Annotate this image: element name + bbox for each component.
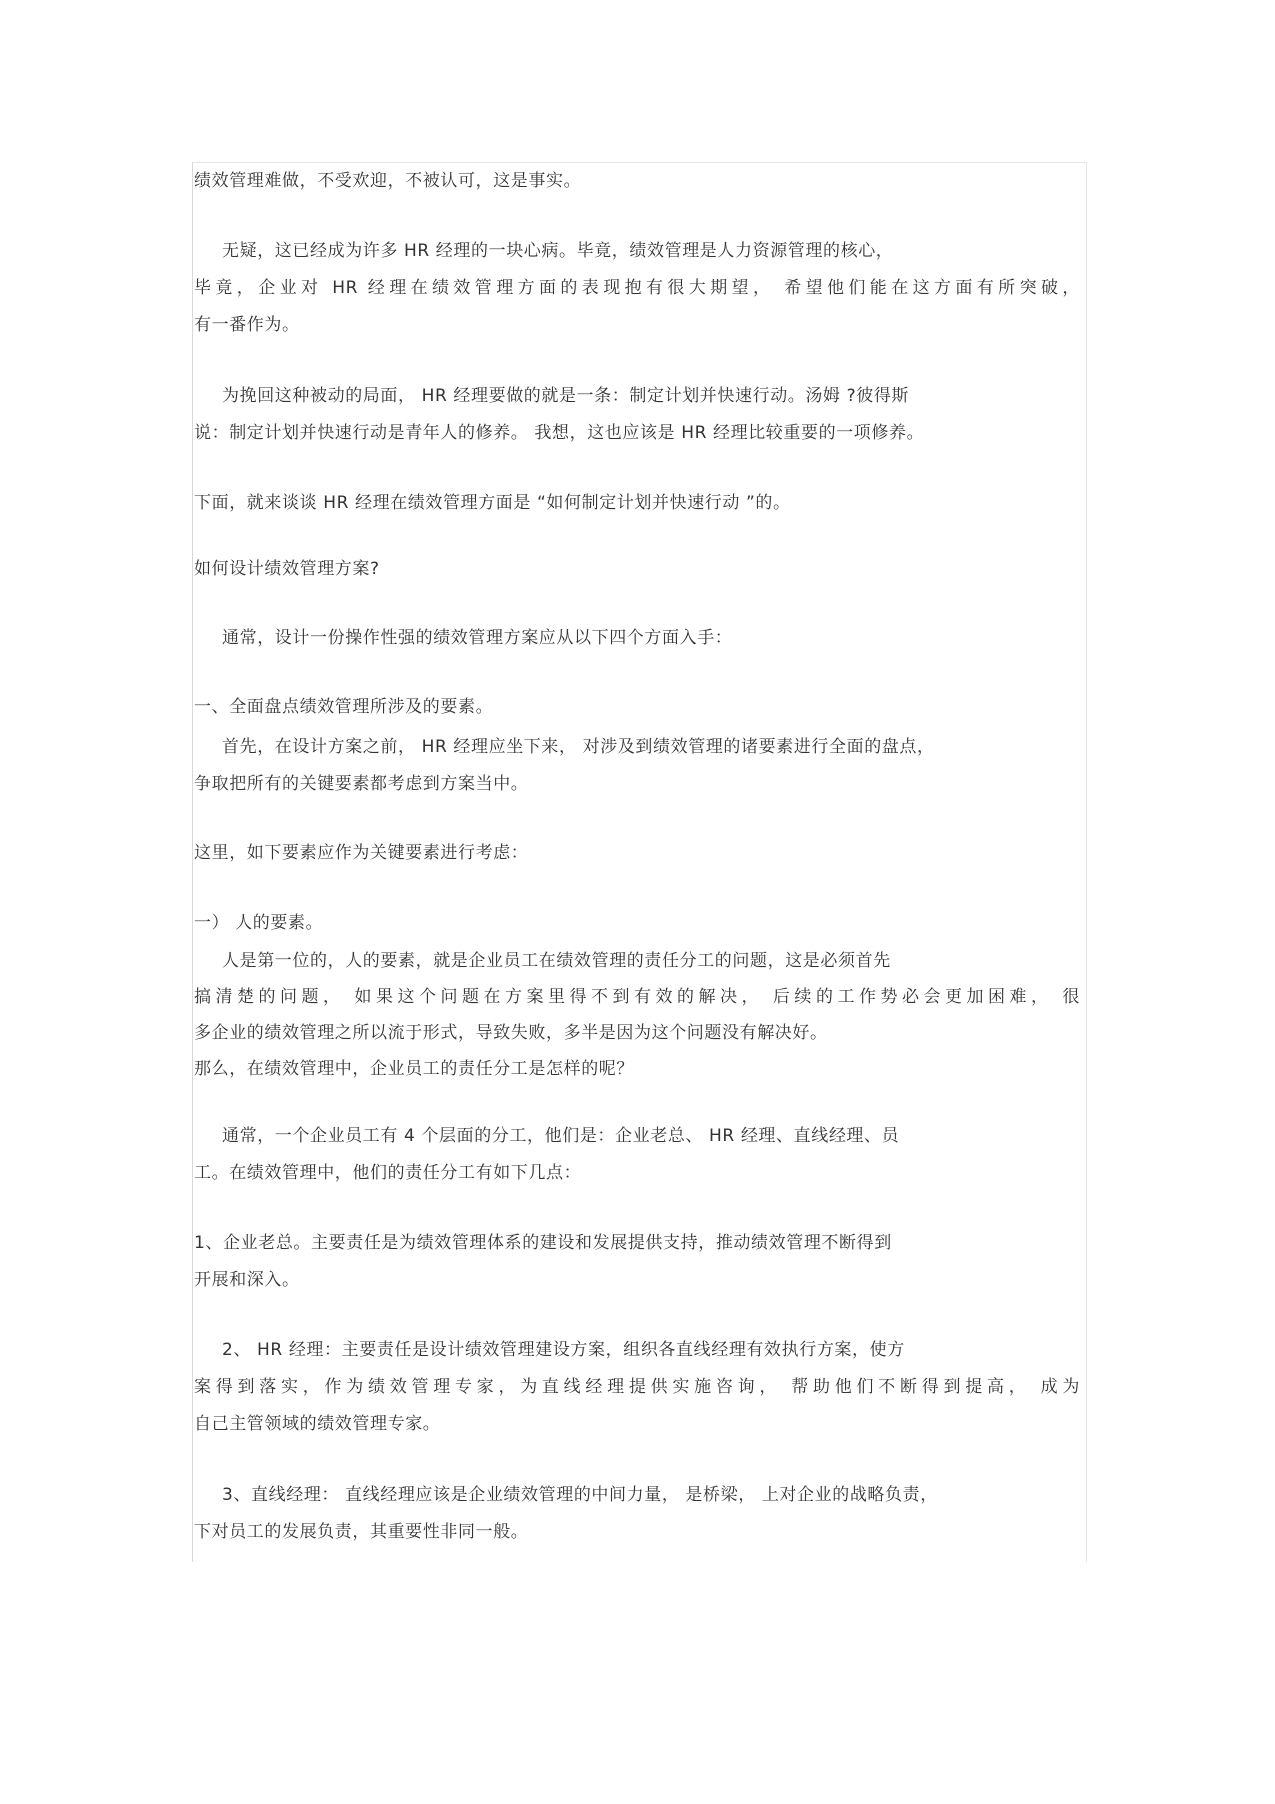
paragraph-line: 多企业的绩效管理之所以流于形式，导致失败，多半是因为这个问题没有解决好。: [194, 1023, 828, 1043]
paragraph-line: 2、 HR 经理：主要责任是设计绩效管理建设方案，组织各直线经理有效执行方案，使方: [222, 1340, 905, 1360]
paragraph-line: 有一番作为。: [194, 315, 300, 335]
paragraph-line: 搞清楚的问题， 如果这个问题在方案里得不到有效的解决， 后续的工作势必会更加困难， 很: [194, 987, 1080, 1007]
paragraph-line: 下面，就来谈谈 HR 经理在绩效管理方面是 “如何制定计划并快速行动 ”的。: [194, 493, 791, 513]
paragraph-line: 3、直线经理： 直线经理应该是企业绩效管理的中间力量， 是桥梁， 上对企业的战略负责，: [222, 1485, 938, 1505]
paragraph-line: 开展和深入。: [194, 1270, 300, 1290]
paragraph-line: 绩效管理难做，不受欢迎，不被认可，这是事实。: [194, 171, 582, 191]
paragraph-line: 案得到落实，作为绩效管理专家，为直线经理提供实施咨询， 帮助他们不断得到提高， 成为: [194, 1377, 1080, 1397]
paragraph-line: 下对员工的发展负责，其重要性非同一般。: [194, 1522, 529, 1542]
section-heading: 一、全面盘点绩效管理所涉及的要素。: [194, 697, 494, 717]
paragraph-line: 说：制定计划并快速行动是青年人的修养。 我想，这也应该是 HR 经理比较重要的一项修养。: [194, 423, 925, 443]
paragraph-line: 这里，如下要素应作为关键要素进行考虑：: [194, 843, 529, 863]
paragraph-line: 争取把所有的关键要素都考虑到方案当中。: [194, 774, 529, 794]
paragraph-line: 无疑，这已经成为许多 HR 经理的一块心病。毕竟，绩效管理是人力资源管理的核心，: [222, 241, 894, 261]
paragraph-line: 为挽回这种被动的局面， HR 经理要做的就是一条：制定计划并快速行动。汤姆 ?彼得斯: [222, 386, 910, 406]
paragraph-line: 毕竟，企业对 HR 经理在绩效管理方面的表现抱有很大期望， 希望他们能在这方面有所突破，: [194, 278, 1080, 298]
paragraph-line: 通常，设计一份操作性强的绩效管理方案应从以下四个方面入手：: [222, 628, 733, 648]
paragraph-line: 工。在绩效管理中，他们的责任分工有如下几点：: [194, 1163, 582, 1183]
paragraph-line: 自己主管领域的绩效管理专家。: [194, 1414, 441, 1434]
paragraph-line: 1、企业老总。主要责任是为绩效管理体系的建设和发展提供支持，推动绩效管理不断得到: [194, 1233, 892, 1253]
paragraph-line: 通常，一个企业员工有 4 个层面的分工，他们是：企业老总、 HR 经理、直线经理、员: [222, 1126, 900, 1146]
paragraph-line: 那么，在绩效管理中，企业员工的责任分工是怎样的呢？: [194, 1059, 634, 1079]
paragraph-line: 首先，在设计方案之前， HR 经理应坐下来， 对涉及到绩效管理的诸要素进行全面的盘点，: [222, 737, 935, 757]
subsection-heading: 一） 人的要素。: [194, 913, 324, 933]
section-heading: 如何设计绩效管理方案?: [194, 559, 380, 579]
paragraph-line: 人是第一位的，人的要素，就是企业员工在绩效管理的责任分工的问题，这是必须首先: [222, 951, 891, 971]
